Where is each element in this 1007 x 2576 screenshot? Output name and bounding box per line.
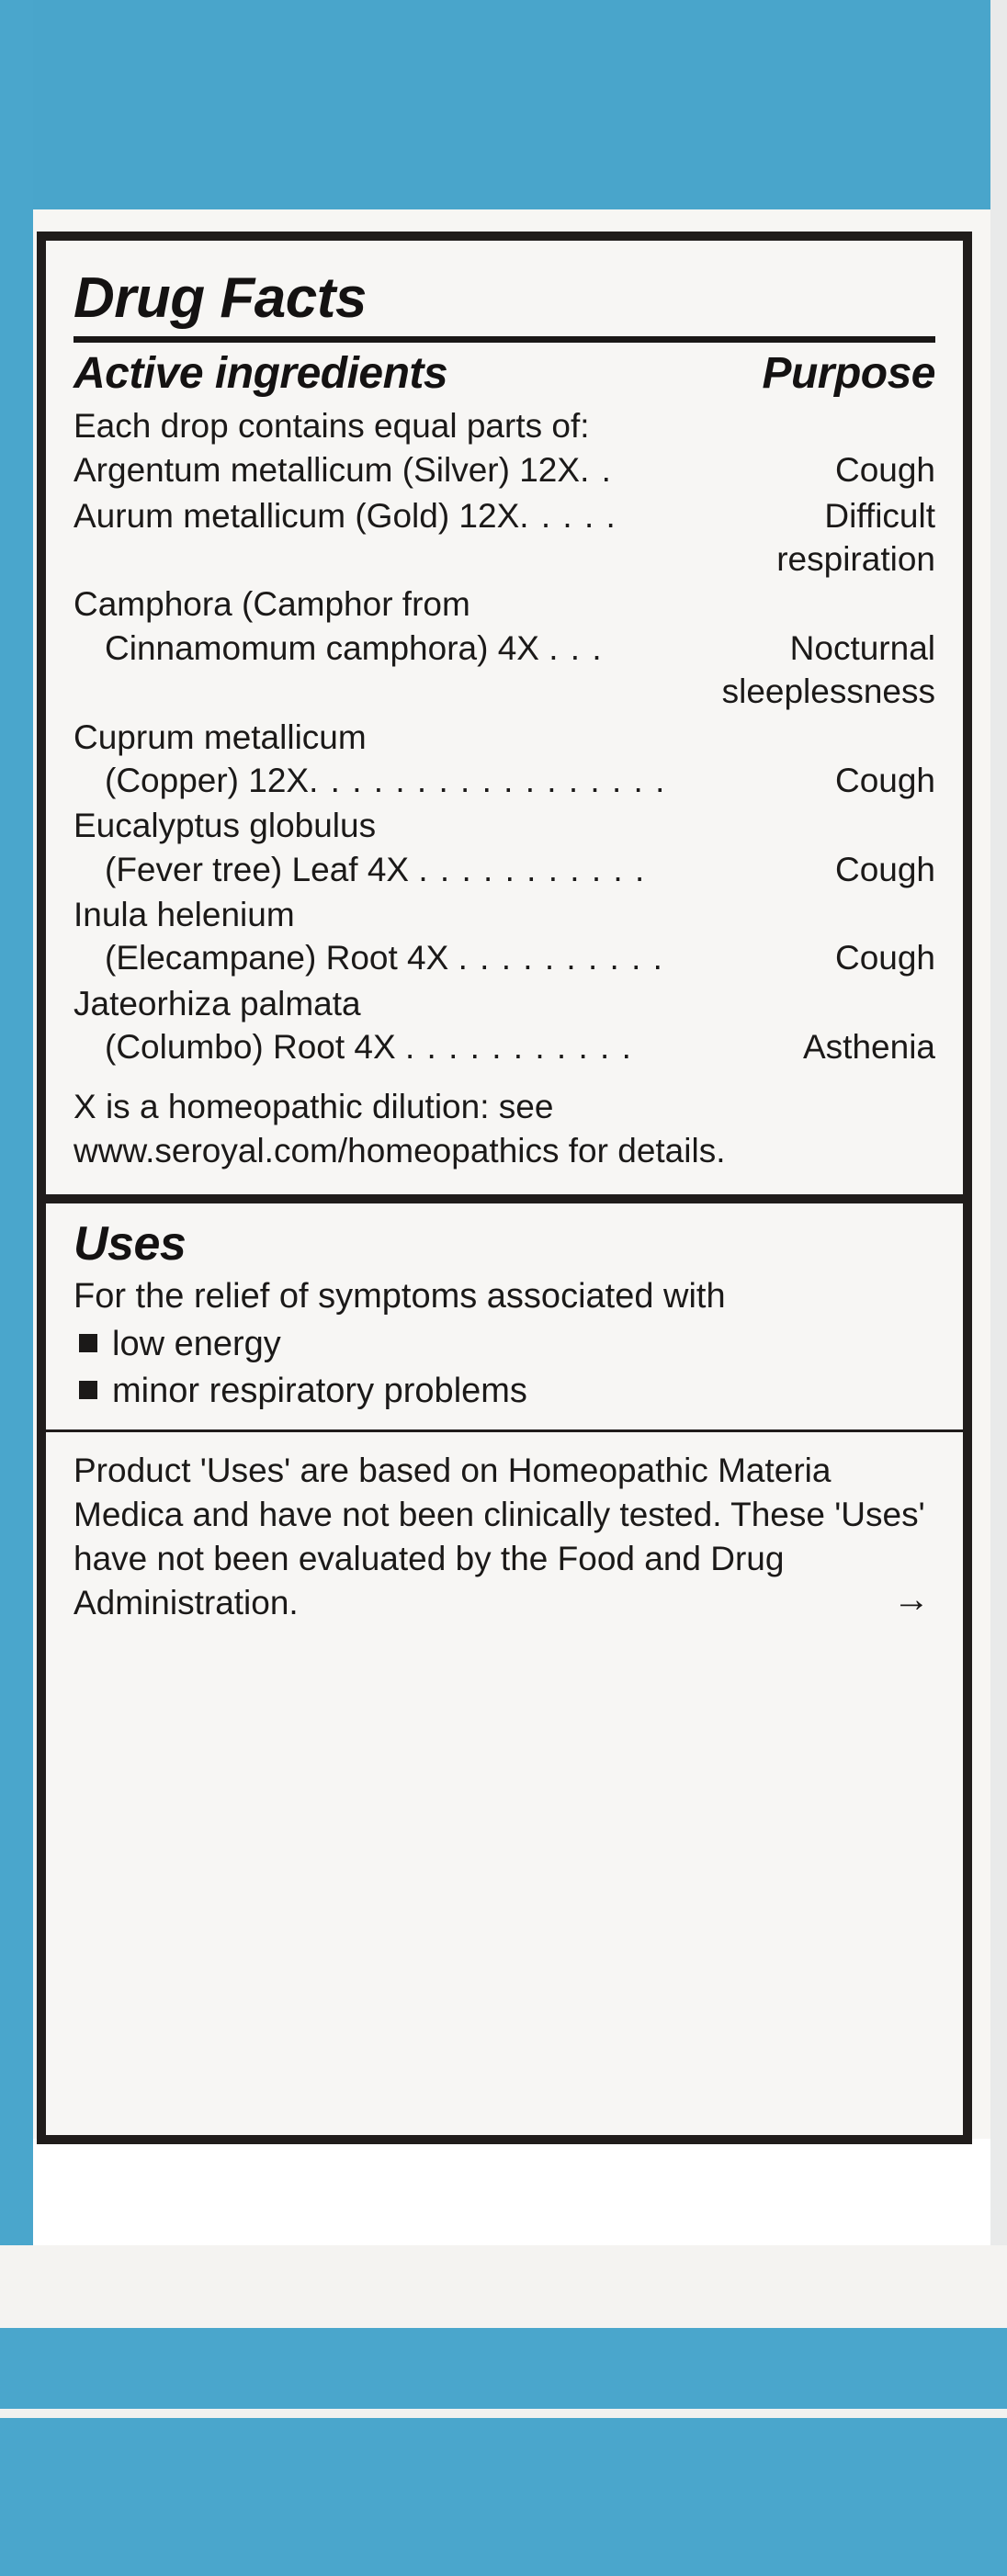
- section-separator: [46, 1194, 963, 1203]
- uses-lead: For the relief of symptoms associated with: [74, 1276, 726, 1316]
- carton-right-edge: [990, 0, 1007, 2576]
- ingredient-purpose: Cough: [834, 850, 935, 888]
- ingredient-purpose: Nocturnal: [789, 628, 935, 667]
- ingredient-row: [74, 582, 935, 713]
- ingredient-name: Aurum metallicum (Gold) 12X: [74, 496, 520, 535]
- leader-dots: . .: [580, 451, 613, 490]
- carton-lower-white-area: [0, 2245, 1007, 2328]
- ingredient-name: Camphora (Camphor from: [74, 585, 470, 624]
- ingredient-purpose-cont: sleeplessness: [721, 672, 935, 711]
- ingredient-name: Cuprum metallicum: [74, 717, 367, 756]
- ingredient-purpose: Cough: [834, 939, 935, 977]
- list-item-label: low energy: [112, 1325, 281, 1364]
- ingredient-row: [74, 982, 935, 1069]
- ingredient-purpose: Difficult: [824, 496, 935, 535]
- active-ingredients-header: [74, 348, 935, 399]
- leader-dots: . . . . . . . . . . .: [418, 850, 646, 888]
- active-ingredients-label: Active ingredients: [74, 349, 448, 398]
- title-rule: [74, 336, 935, 343]
- leader-dots: . . . . . . . . . . . . . . . . .: [309, 761, 666, 799]
- ingredient-name: Jateorhiza palmata: [74, 984, 361, 1022]
- carton-top-band-inner: [0, 0, 1007, 209]
- uses-disclaimer-text: Product 'Uses' are based on Homeopathic Materia Medica and have not been clinically tested. These 'Uses' have not been evaluated by the Food and Drug Administration.: [74, 1451, 925, 1622]
- carton-bottom-seam: [0, 2409, 1007, 2418]
- leader-dots: . . .: [549, 628, 604, 667]
- arrow-right-icon: →: [893, 1579, 930, 1621]
- dilution-note-line2: www.seroyal.com/homeopathics for details.: [74, 1132, 726, 1170]
- carton-top-band: [0, 0, 1007, 220]
- ingredient-purpose: Cough: [834, 451, 935, 490]
- leader-dots: . . . . . . . . . . .: [404, 1028, 633, 1067]
- uses-divider: [46, 1429, 963, 1432]
- purpose-label: Purpose: [762, 349, 935, 398]
- ingredient-name: Inula helenium: [74, 895, 295, 933]
- ingredient-name-cont: (Elecampane) Root 4X: [105, 939, 449, 977]
- active-ingredients-list: [74, 404, 935, 1068]
- dilution-note: [74, 1085, 935, 1173]
- list-item-label: minor respiratory problems: [112, 1372, 527, 1411]
- ingredient-purpose: Asthenia: [803, 1028, 935, 1067]
- list-item: [79, 1322, 935, 1367]
- ingredient-row: [74, 448, 935, 491]
- uses-title: Uses: [74, 1216, 187, 1271]
- drug-facts-title: Drug Facts: [74, 266, 367, 330]
- ingredient-name-cont: (Fever tree) Leaf 4X: [105, 850, 410, 888]
- ingredient-name-cont: Cinnamomum camphora) 4X: [105, 628, 539, 667]
- ingredient-purpose: Cough: [834, 761, 935, 799]
- ingredient-row: [74, 893, 935, 980]
- ingredient-row: [74, 494, 935, 582]
- drug-facts-panel: [37, 232, 972, 2144]
- carton-bottom-band: [0, 2328, 1007, 2576]
- ingredient-purpose-cont: respiration: [776, 540, 935, 579]
- carton-left-edge: [0, 0, 33, 2576]
- ingredient-name: Eucalyptus globulus: [74, 807, 377, 845]
- ingredient-name: Argentum metallicum (Silver) 12X: [74, 451, 581, 490]
- bullet-square-icon: [79, 1334, 97, 1352]
- uses-bullet-list: [79, 1322, 935, 1415]
- dilution-note-line1: X is a homeopathic dilution: see: [74, 1088, 554, 1126]
- uses-disclaimer: [74, 1449, 935, 1625]
- bullet-square-icon: [79, 1381, 97, 1399]
- ingredient-row: [74, 716, 935, 803]
- ingredient-name-cont: (Columbo) Root 4X: [105, 1028, 396, 1067]
- ingredient-name-cont: (Copper) 12X: [105, 761, 310, 799]
- list-item: [79, 1369, 935, 1414]
- ingredients-lead: Each drop contains equal parts of:: [74, 407, 590, 445]
- ingredient-row: [74, 804, 935, 891]
- leader-dots: . . . . .: [519, 496, 617, 535]
- leader-dots: . . . . . . . . . .: [458, 939, 664, 977]
